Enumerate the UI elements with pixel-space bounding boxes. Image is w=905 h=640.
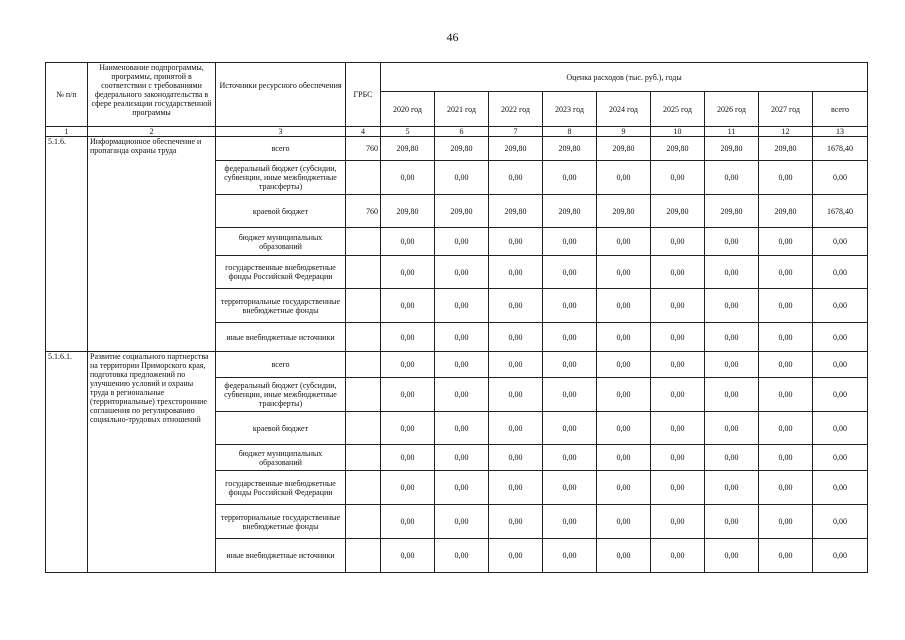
expense-value: 0,00 (543, 471, 597, 505)
expense-value: 209,80 (381, 137, 435, 161)
expense-value: 0,00 (813, 323, 868, 352)
expense-value: 0,00 (381, 378, 435, 412)
expense-value: 209,80 (759, 137, 813, 161)
expense-value: 0,00 (651, 228, 705, 256)
expense-value: 209,80 (597, 137, 651, 161)
expense-value: 209,80 (543, 195, 597, 228)
expense-value: 0,00 (813, 378, 868, 412)
expense-value: 209,80 (489, 195, 543, 228)
expense-value: 0,00 (651, 412, 705, 445)
expense-value: 209,80 (651, 195, 705, 228)
row-name: Информационное обеспечение и пропаганда охраны труда (88, 137, 216, 352)
header-num: № п/п (46, 63, 88, 127)
expense-value: 0,00 (381, 161, 435, 195)
expense-value: 0,00 (381, 505, 435, 539)
expense-value: 209,80 (597, 195, 651, 228)
expense-value: 0,00 (489, 445, 543, 471)
expense-value: 0,00 (435, 471, 489, 505)
expense-value: 0,00 (543, 539, 597, 573)
grbs-code (346, 323, 381, 352)
column-number: 3 (216, 127, 346, 137)
expense-value: 0,00 (759, 412, 813, 445)
row-code: 5.1.6.1. (46, 352, 88, 573)
expense-value: 0,00 (381, 445, 435, 471)
grbs-code (346, 289, 381, 323)
expense-value: 0,00 (543, 323, 597, 352)
expense-value: 0,00 (489, 471, 543, 505)
expense-value: 0,00 (543, 352, 597, 378)
expense-value: 0,00 (651, 505, 705, 539)
grbs-code (346, 352, 381, 378)
expense-value: 0,00 (435, 256, 489, 289)
expense-value: 0,00 (489, 228, 543, 256)
expense-value: 0,00 (759, 539, 813, 573)
funding-source: иные внебюджетные источники (216, 323, 346, 352)
funding-source: территориальные государственные внебюджетные фонды (216, 289, 346, 323)
expense-value: 0,00 (489, 539, 543, 573)
row-code: 5.1.6. (46, 137, 88, 352)
header-year: 2026 год (705, 92, 759, 127)
grbs-code (346, 445, 381, 471)
expense-value: 0,00 (813, 539, 868, 573)
expense-value: 0,00 (651, 161, 705, 195)
expense-value: 0,00 (759, 378, 813, 412)
expense-value: 0,00 (813, 445, 868, 471)
funding-source: территориальные государственные внебюджетные фонды (216, 505, 346, 539)
column-number: 13 (813, 127, 868, 137)
header-year: 2021 год (435, 92, 489, 127)
expense-value: 1678,40 (813, 195, 868, 228)
expense-value: 0,00 (705, 256, 759, 289)
page-number: 46 (446, 30, 459, 44)
expense-value: 0,00 (435, 412, 489, 445)
expense-value: 0,00 (705, 505, 759, 539)
header-year: 2022 год (489, 92, 543, 127)
expense-value: 209,80 (651, 137, 705, 161)
expense-value: 0,00 (381, 256, 435, 289)
expense-value: 0,00 (597, 445, 651, 471)
funding-source: государственные внебюджетные фонды Российской Федерации (216, 471, 346, 505)
expense-value: 0,00 (651, 352, 705, 378)
expense-value: 0,00 (759, 228, 813, 256)
expense-value: 0,00 (705, 378, 759, 412)
funding-source: бюджет муниципальных образований (216, 228, 346, 256)
expense-value: 0,00 (651, 289, 705, 323)
funding-source: краевой бюджет (216, 195, 346, 228)
expense-value: 0,00 (651, 256, 705, 289)
expense-value: 0,00 (435, 289, 489, 323)
header-grbs: ГРБС (346, 63, 381, 127)
header-year: 2020 год (381, 92, 435, 127)
grbs-code (346, 256, 381, 289)
expense-value: 0,00 (705, 352, 759, 378)
expense-value: 0,00 (381, 323, 435, 352)
expense-value: 0,00 (489, 505, 543, 539)
header-name: Наименование подпрограммы, программы, принятой в соответствии с требованиями федерального законодательства в сфере реализации государственной программы (88, 63, 216, 127)
expense-value: 0,00 (543, 505, 597, 539)
header-year: 2023 год (543, 92, 597, 127)
expense-value: 0,00 (543, 289, 597, 323)
expense-value: 0,00 (705, 228, 759, 256)
funding-source: федеральный бюджет (субсидии, субвенции, иные межбюджетные трансферты) (216, 161, 346, 195)
grbs-code (346, 161, 381, 195)
column-number: 12 (759, 127, 813, 137)
column-number: 10 (651, 127, 705, 137)
header-year: всего (813, 92, 868, 127)
column-number: 1 (46, 127, 88, 137)
column-number: 6 (435, 127, 489, 137)
expense-value: 0,00 (489, 323, 543, 352)
expense-value: 0,00 (543, 161, 597, 195)
expense-value: 0,00 (813, 228, 868, 256)
expense-value: 0,00 (489, 161, 543, 195)
expense-value: 0,00 (435, 228, 489, 256)
expense-value: 0,00 (597, 471, 651, 505)
expense-value: 0,00 (381, 289, 435, 323)
expense-value: 0,00 (381, 228, 435, 256)
expense-value: 0,00 (705, 323, 759, 352)
funding-source: государственные внебюджетные фонды Российской Федерации (216, 256, 346, 289)
grbs-code: 760 (346, 195, 381, 228)
column-number: 4 (346, 127, 381, 137)
expense-value: 0,00 (489, 289, 543, 323)
expense-value: 0,00 (651, 378, 705, 412)
expense-value: 0,00 (705, 412, 759, 445)
header-estimate: Оценка расходов (тыс. руб.), годы (381, 63, 868, 92)
expense-value: 0,00 (759, 445, 813, 471)
expense-value: 0,00 (705, 161, 759, 195)
expense-value: 0,00 (759, 289, 813, 323)
expense-value: 0,00 (597, 256, 651, 289)
expense-value: 0,00 (759, 352, 813, 378)
expense-value: 0,00 (435, 378, 489, 412)
grbs-code (346, 378, 381, 412)
column-number: 11 (705, 127, 759, 137)
expense-value: 0,00 (381, 352, 435, 378)
expense-value: 0,00 (813, 256, 868, 289)
grbs-code (346, 471, 381, 505)
expense-value: 0,00 (813, 352, 868, 378)
expense-value: 0,00 (759, 471, 813, 505)
expense-value: 0,00 (705, 445, 759, 471)
expense-value: 0,00 (597, 289, 651, 323)
funding-source: федеральный бюджет (субсидии, субвенции, иные межбюджетные трансферты) (216, 378, 346, 412)
expense-value: 0,00 (651, 539, 705, 573)
expense-value: 0,00 (381, 471, 435, 505)
expense-value: 0,00 (543, 228, 597, 256)
expense-value: 0,00 (543, 412, 597, 445)
expense-value: 1678,40 (813, 137, 868, 161)
expense-value: 0,00 (651, 323, 705, 352)
column-number: 9 (597, 127, 651, 137)
funding-source: иные внебюджетные источники (216, 539, 346, 573)
expense-value: 0,00 (759, 161, 813, 195)
expense-value: 0,00 (597, 378, 651, 412)
expense-value: 0,00 (705, 289, 759, 323)
expense-value: 0,00 (435, 161, 489, 195)
expense-value: 209,80 (435, 137, 489, 161)
expense-value: 0,00 (435, 445, 489, 471)
column-number: 2 (88, 127, 216, 137)
expense-value: 0,00 (651, 445, 705, 471)
funding-source: всего (216, 352, 346, 378)
expense-value: 0,00 (597, 352, 651, 378)
header-year: 2024 год (597, 92, 651, 127)
row-name: Развитие социального партнерства на территории Приморского края, подготовка предложений по улучшению условий и охраны труда в региональные (территориальные) трехсторонние соглашения по регулированию социально-трудовых отношений (88, 352, 216, 573)
expense-value: 209,80 (381, 195, 435, 228)
column-number: 8 (543, 127, 597, 137)
expense-value: 0,00 (813, 289, 868, 323)
expense-value: 209,80 (705, 137, 759, 161)
grbs-code (346, 505, 381, 539)
grbs-code: 760 (346, 137, 381, 161)
expense-value: 0,00 (597, 412, 651, 445)
expense-value: 209,80 (543, 137, 597, 161)
expense-value: 209,80 (435, 195, 489, 228)
column-number: 5 (381, 127, 435, 137)
expense-value: 0,00 (813, 505, 868, 539)
expense-value: 0,00 (597, 228, 651, 256)
expense-value: 0,00 (489, 378, 543, 412)
column-number: 7 (489, 127, 543, 137)
header-year: 2027 год (759, 92, 813, 127)
budget-table (45, 62, 868, 573)
expense-value: 0,00 (597, 161, 651, 195)
funding-source: краевой бюджет (216, 412, 346, 445)
table-row (46, 137, 868, 161)
expense-value: 0,00 (813, 412, 868, 445)
expense-value: 0,00 (597, 505, 651, 539)
expense-value: 0,00 (759, 505, 813, 539)
expense-value: 209,80 (759, 195, 813, 228)
expense-value: 0,00 (705, 471, 759, 505)
expense-value: 0,00 (597, 539, 651, 573)
expense-value: 0,00 (597, 323, 651, 352)
expense-value: 0,00 (813, 471, 868, 505)
expense-value: 0,00 (435, 352, 489, 378)
header-source: Источники ресурсного обеспечения (216, 63, 346, 127)
expense-value: 0,00 (543, 256, 597, 289)
funding-source: всего (216, 137, 346, 161)
expense-value: 0,00 (759, 256, 813, 289)
header-year: 2025 год (651, 92, 705, 127)
expense-value: 0,00 (813, 161, 868, 195)
grbs-code (346, 412, 381, 445)
grbs-code (346, 539, 381, 573)
table-row (46, 352, 868, 378)
expense-value: 0,00 (435, 539, 489, 573)
expense-value: 0,00 (543, 445, 597, 471)
expense-value: 0,00 (381, 412, 435, 445)
expense-value: 0,00 (651, 471, 705, 505)
expense-value: 209,80 (705, 195, 759, 228)
expense-value: 0,00 (435, 505, 489, 539)
expense-value: 0,00 (489, 256, 543, 289)
expense-value: 0,00 (435, 323, 489, 352)
expense-value: 0,00 (489, 412, 543, 445)
expense-value: 0,00 (489, 352, 543, 378)
funding-source: бюджет муниципальных образований (216, 445, 346, 471)
grbs-code (346, 228, 381, 256)
expense-value: 0,00 (543, 378, 597, 412)
expense-value: 0,00 (705, 539, 759, 573)
expense-value: 0,00 (759, 323, 813, 352)
expense-value: 209,80 (489, 137, 543, 161)
expense-value: 0,00 (381, 539, 435, 573)
